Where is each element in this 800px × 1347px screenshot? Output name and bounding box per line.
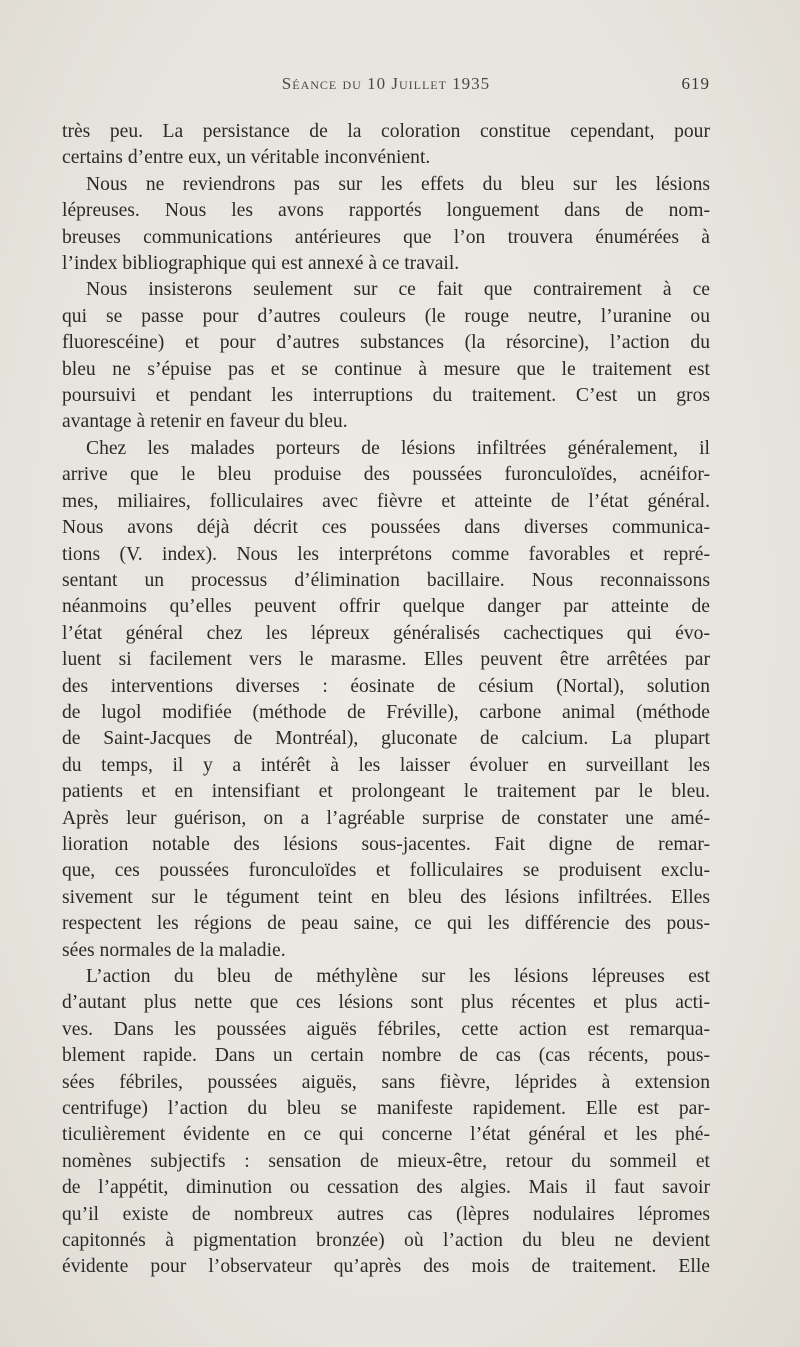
text-line: arrive que le bleu produise des poussées furonculoïdes, acnéifor- [62,464,710,486]
text-line: patients et en intensifiant et prolongeant le traitement par le bleu. [62,781,710,803]
text-line: Nous avons déjà décrit ces poussées dans diverses communica- [62,517,710,539]
running-head [62,74,710,104]
text-line: centrifuge) l’action du bleu se manifeste rapidement. Elle est par- [62,1098,710,1120]
text-line: du temps, il y a intérêt à les laisser évoluer en surveillant les [62,754,710,776]
paragraph [62,436,710,964]
text-line: fluorescéine) et pour d’autres substances (la résorcine), l’action du [62,332,710,354]
text-line: ves. Dans les poussées aiguës fébriles, cette action est remarqua- [62,1018,710,1040]
text-line: que, ces poussées furonculoïdes et folliculaires se produisent exclu- [62,860,710,882]
text-line: sentant un processus d’élimination bacillaire. Nous reconnaissons [62,569,710,591]
text-line: Chez les malades porteurs de lésions infiltrées généralement, il [86,437,710,459]
text-line: avantage à retenir en faveur du bleu. [62,411,348,433]
text-line: qu’il existe de nombreux autres cas (lèpres nodulaires lépromes [62,1203,710,1225]
text-line: néanmoins qu’elles peuvent offrir quelque danger par atteinte de [62,596,710,618]
text-line: mes, miliaires, folliculaires avec fièvre et atteinte de l’état général. [62,490,710,512]
text-line: poursuivi et pendant les interruptions du traitement. C’est un gros [62,385,710,407]
text-line: tions (V. index). Nous les interprétons comme favorables et repré- [62,543,710,565]
text-line: breuses communications antérieures que l’on trouvera énumérées à [62,226,710,248]
text-line: ticulièrement évidente en ce qui concerne l’état général et les phé- [62,1124,710,1146]
text-line: sées fébriles, poussées aiguës, sans fièvre, léprides à extension [62,1071,710,1093]
text-line: sivement sur le tégument teint en bleu des lésions infiltrées. Elles [62,886,710,908]
paragraph [62,964,710,1281]
text-line: évidente pour l’observateur qu’après des mois de traitement. Elle [62,1256,710,1278]
paragraph [62,172,710,278]
text-line: lépreuses. Nous les avons rapportés longuement dans de nom- [62,200,710,222]
text-line: luent si facilement vers le marasme. Elles peuvent être arrêtées par [62,649,710,671]
text-line: sées normales de la maladie. [62,939,286,961]
text-line: l’index bibliographique qui est annexé à ce travail. [62,253,460,275]
text-line: l’état général chez les lépreux généralisés cachectiques qui évo- [62,622,710,644]
text-line: blement rapide. Dans un certain nombre de cas (cas récents, pous- [62,1045,710,1067]
text-line: de l’appétit, diminution ou cessation des algies. Mais il faut savoir [62,1177,710,1199]
paragraph [62,277,710,435]
text-line: lioration notable des lésions sous-jacentes. Fait digne de remar- [62,833,710,855]
text-line: Nous insisterons seulement sur ce fait que contrairement à ce [86,279,710,301]
text-line: de lugol modifiée (méthode de Fréville), carbone animal (méthode [62,701,710,723]
text-line: nomènes subjectifs : sensation de mieux-être, retour du sommeil et [62,1150,710,1172]
text-line: L’action du bleu de méthylène sur les lésions lépreuses est [86,966,710,987]
text-line: Nous ne reviendrons pas sur les effets du bleu sur les lésions [86,173,710,195]
text-line: respectent les régions de peau saine, ce qui les différencie des pous- [62,913,710,935]
text-line: qui se passe pour d’autres couleurs (le rouge neutre, l’uranine ou [62,305,710,327]
page-number: 619 [681,74,710,93]
text-line: Après leur guérison, on a l’agréable surprise de constater une amé- [62,807,710,829]
text-line: de Saint-Jacques de Montréal), gluconate de calcium. La plupart [62,728,710,750]
paragraph [62,119,710,172]
running-title: Séance du 10 Juillet 1935 [281,74,491,93]
body-text [62,119,710,1281]
text-line: bleu ne s’épuise pas et se continue à mesure que le traitement est [62,358,710,380]
text-line: d’autant plus nette que ces lésions sont plus récentes et plus acti- [62,992,710,1014]
text-line: très peu. La persistance de la coloration constitue cependant, pour [62,121,710,142]
text-line: certains d’entre eux, un véritable inconvénient. [62,147,431,169]
text-line: capitonnés à pigmentation bronzée) où l’action du bleu ne devient [62,1230,710,1252]
text-line: des interventions diverses : éosinate de césium (Nortal), solution [62,675,710,697]
